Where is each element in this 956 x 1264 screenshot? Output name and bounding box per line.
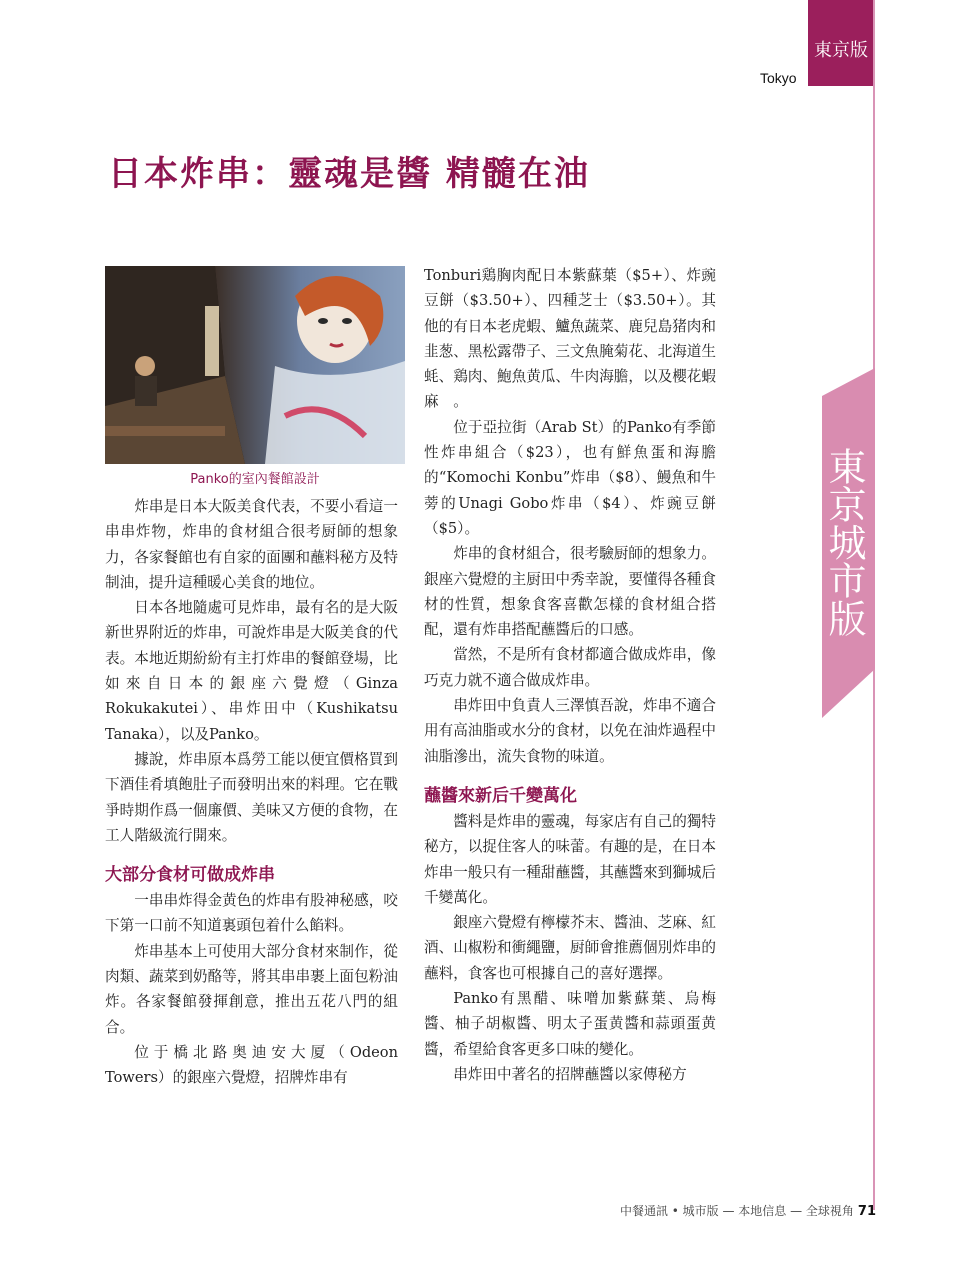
footer-text: 中餐通訊 • 城市版 — 本地信息 — 全球視角 <box>619 1204 854 1218</box>
paragraph: 一串串炸得金黄色的炸串有股神秘感，咬下第一口前不知道裏頭包着什么餡料。 <box>105 892 398 935</box>
paragraph: 炸串基本上可使用大部分食材來制作，從肉類、蔬菜到奶酪等，將其串串裹上面包粉油炸。各家餐館發揮創意，推出五花八門的組合。 <box>105 942 398 1036</box>
paragraph: Panko有黑醋、味噌加紫蘇葉、烏梅醬、柚子胡椒醬、明太子蛋黄醬和蒜頭蛋黄醬，希望給食客更多口味的變化。 <box>424 990 716 1058</box>
section-heading: 蘸醬來新后千變萬化 <box>424 785 577 806</box>
restaurant-photo <box>105 266 405 464</box>
paragraph: Tonburi鶏胸肉配日本紫蘇葉（$5+）、炸豌豆餅（$3.50+）、四種芝士（$3.50+）。其他的有日本老虎蝦、鱸魚蔬菜、鹿兒島猪肉和韭葱、黑松露帶子、三文魚腌菊花、北海道生蚝、鶏肉、鮑魚黄瓜、牛肉海膽，以及櫻花蝦麻 。 <box>424 267 716 411</box>
paragraph: 串炸田中負責人三澤慎吾說，炸串不適合用有高油脂或水分的食材，以免在油炸過程中油脂滲出，流失食物的味道。 <box>424 697 716 765</box>
side-banner-text: 東京城市版 <box>822 447 866 637</box>
city-label: Tokyo <box>760 70 797 86</box>
paragraph: 位于亞拉街（Arab St）的Panko有季節性炸串組合（$23），也有鮮魚蛋和海膽的“Komochi Konbu”炸串（$8）、鰻魚和牛蒡的Unagi Gobo炸串（$4）、炸豌豆餅（$5）。 <box>424 418 716 537</box>
paragraph: 串炸田中著名的招牌蘸醬以家傳秘方 <box>453 1065 687 1083</box>
article-headline: 日本炸串：靈魂是醬 精髓在油 <box>108 154 590 194</box>
paragraph: 據說，炸串原本爲勞工能以便宜價格買到下酒佳肴填飽肚子而發明出來的料理。它在戰爭時期作爲一個廉價、美味又方便的食物，在工人階級流行開來。 <box>105 750 398 844</box>
paragraph: 銀座六覺燈有檸檬芥末、醬油、芝麻、紅酒、山椒粉和衝繩鹽，厨師會推薦個別炸串的蘸料，食客也可根據自己的喜好選擇。 <box>424 914 716 982</box>
photo-caption: Panko的室內餐館設計 <box>190 472 320 487</box>
paragraph: 炸串是日本大阪美食代表，不要小看這一串串炸物，炸串的食材組合很考厨師的想象力，各家餐館也有自家的面團和蘸料秘方及特制油，提升這種暖心美食的地位。 <box>105 498 398 591</box>
paragraph: 位于橋北路奥迪安大厦（Odeon Towers）的銀座六覺燈，招牌炸串有 <box>105 1043 398 1087</box>
section-heading: 大部分食材可做成炸串 <box>105 865 275 886</box>
paragraph: 醬料是炸串的靈魂，每家店有自己的獨特秘方，以捉住客人的味蕾。有趣的是，在日本炸串一般只有一種甜蘸醬，其蘸醬來到獅城后千變萬化。 <box>424 812 716 906</box>
article-right-column <box>424 263 716 1087</box>
page-footer <box>600 1202 876 1219</box>
page-number: 71 <box>857 1204 876 1219</box>
edition-tab <box>808 0 874 86</box>
paragraph: 當然，不是所有食材都適合做成炸串，像巧克力就不適合做成炸串。 <box>424 646 716 689</box>
paragraph: 日本各地隨處可見炸串，最有名的是大阪新世界附近的炸串，可說炸串是大阪美食的代表。本地近期紛紛有主打炸串的餐館登場，比如來自日本的銀座六覺燈（Ginza Rokukakutei）、串炸田中（Kushikatsu Tanaka），以及Panko。 <box>105 599 398 743</box>
edition-tab-label: 東京版 <box>814 40 868 61</box>
article-left-column <box>105 494 398 1091</box>
paragraph: 炸串的食材組合，很考驗厨師的想象力。銀座六覺燈的主厨田中秀幸說，要懂得各種食材的性質，想象食客喜歡怎樣的食材組合搭配，還有炸串搭配蘸醬后的口感。 <box>424 545 716 639</box>
restaurant-interior-image <box>105 266 405 464</box>
